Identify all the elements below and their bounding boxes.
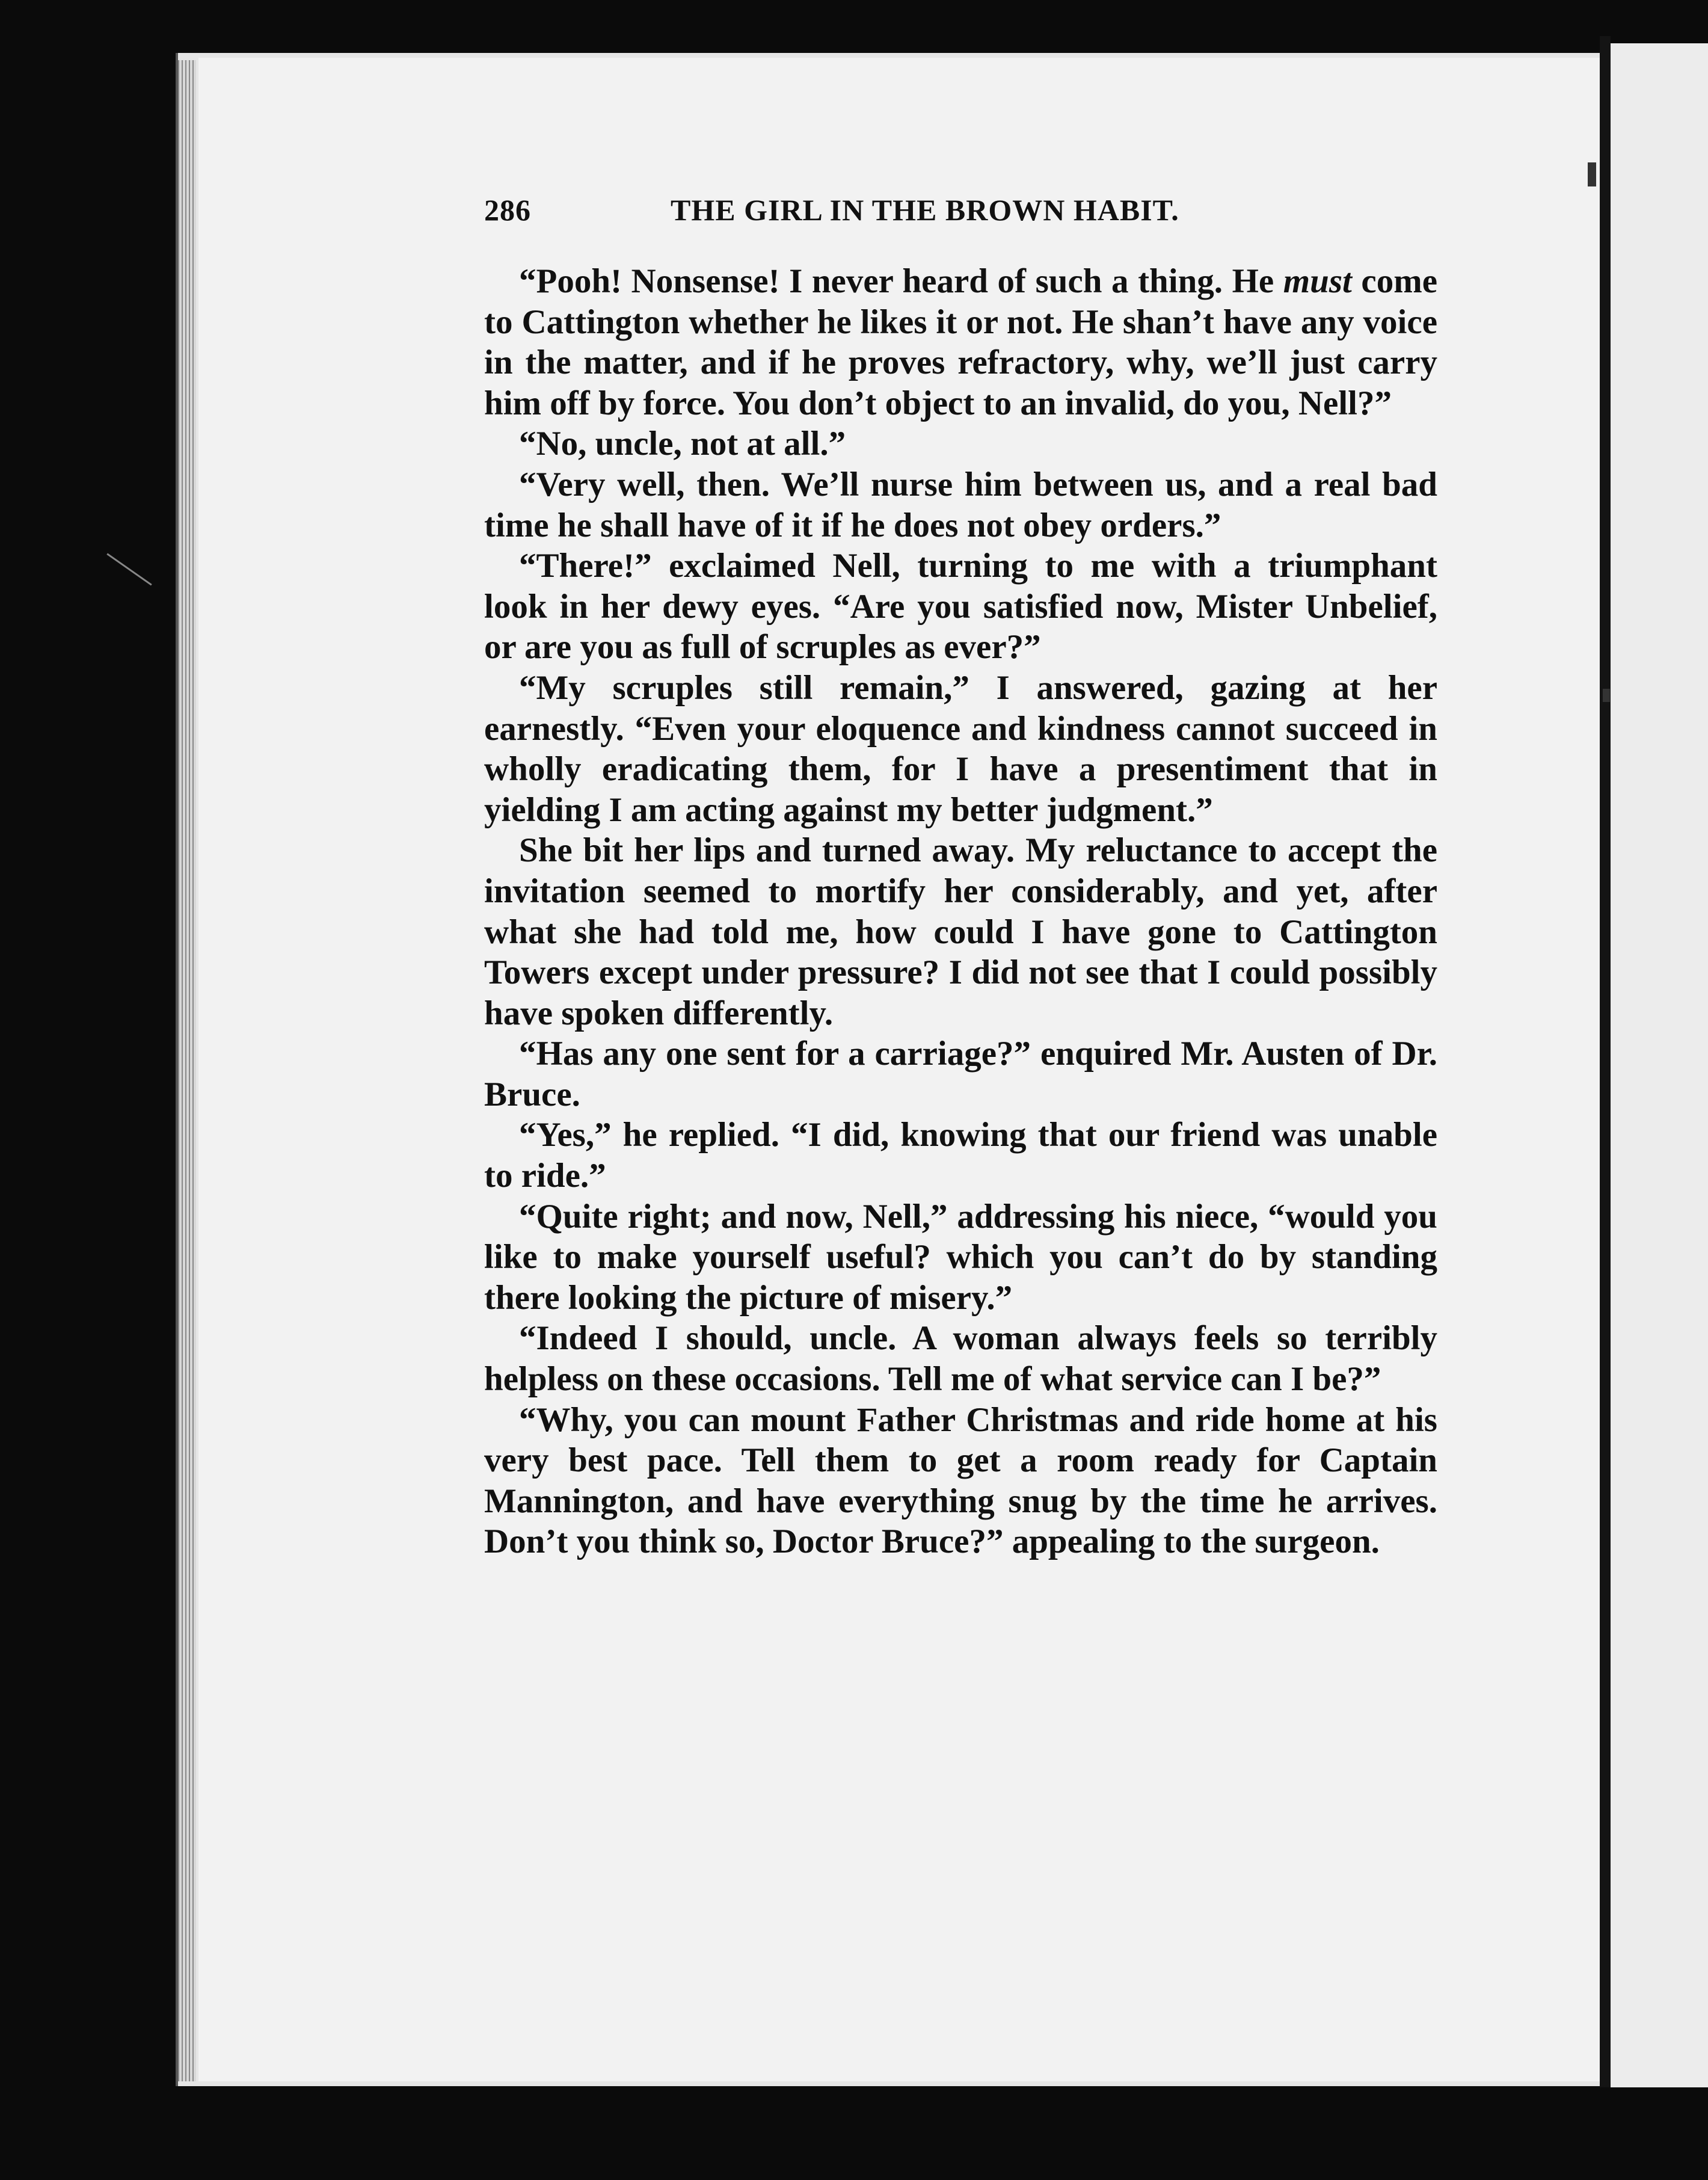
paragraph <box>484 830 1437 1033</box>
paragraph <box>484 1318 1437 1399</box>
page-text <box>484 192 1437 1562</box>
book-gutter <box>1600 36 1611 2093</box>
paragraph <box>484 261 1437 423</box>
paragraph-text: “Why, you can mount Father Christmas and ride home at his very best pace. Tell them to get a room ready for Captain Mannington, and have everything snug by the time he arrives. Don’t you think so, Doctor Bruce?” appealing to the surgeon. <box>484 1400 1437 1561</box>
paragraph-text: “Indeed I should, uncle. A woman always feels so terribly helpless on these occasions. Tell me of what service can I be?” <box>484 1319 1437 1399</box>
paragraph-text: “No, uncle, not at all.” <box>519 425 846 463</box>
page-header <box>484 192 1437 227</box>
paragraph-text: “Pooh! Nonsense! I never heard of such a thing. He <box>519 262 1283 300</box>
paragraph <box>484 1400 1437 1562</box>
paragraph <box>484 464 1437 546</box>
scan-mark <box>1603 689 1610 702</box>
scan-background <box>0 2087 1708 2180</box>
page-edges <box>178 60 196 2081</box>
paragraph-text: “Has any one sent for a carriage?” enquired Mr. Austen of Dr. Bruce. <box>484 1035 1437 1113</box>
paragraph-text: come to Cattington whether he likes it or not. He shan’t have any voice in the matter, and if he proves refractory, why, we’ll just carry him off by force. You don’t object to an invalid, do you, Nell?” <box>484 262 1437 422</box>
paragraph <box>484 546 1437 668</box>
scan-mark <box>1588 162 1596 186</box>
paragraph-text: “There!” exclaimed Nell, turning to me with a triumphant look in her dewy eyes. “Are you satisfied now, Mister Unbelief, or are you as full of scruples as ever?” <box>484 547 1437 667</box>
scan-mark <box>106 553 152 585</box>
paragraph-text: She bit her lips and turned away. My reluctance to accept the invitation seemed to mortify her considerably, and yet, after what she had told me, how could I have gone to Cattington Towers except under pressure? I did not see that I could possibly have spoken differently. <box>484 831 1437 1032</box>
paragraph-text: “Quite right; and now, Nell,” addressing his niece, “would you like to make yourself useful? which you can’t do by standing there looking the picture of misery.” <box>484 1197 1437 1317</box>
paragraph-text: “Yes,” he replied. “I did, knowing that our friend was unable to ride.” <box>484 1116 1437 1195</box>
paragraph-text: “Very well, then. We’ll nurse him between us, and a real bad time he shall have of it if he does not obey orders.” <box>484 465 1437 544</box>
facing-page-edge <box>1611 43 1708 2089</box>
paragraph <box>484 668 1437 830</box>
page-number: 286 <box>484 193 531 227</box>
paragraph <box>484 1033 1437 1115</box>
paragraph-text: “My scruples still remain,” I answered, gazing at her earnestly. “Even your eloquence and kindness cannot succeed in wholly eradicating them, for I have a presentiment that in yielding I am acting against my better judgment.” <box>484 668 1437 829</box>
paragraph <box>484 1115 1437 1196</box>
italic-word: must <box>1283 262 1352 300</box>
paragraph <box>484 423 1437 464</box>
paragraph <box>484 1196 1437 1319</box>
running-head: THE GIRL IN THE BROWN HABIT. <box>671 193 1179 227</box>
